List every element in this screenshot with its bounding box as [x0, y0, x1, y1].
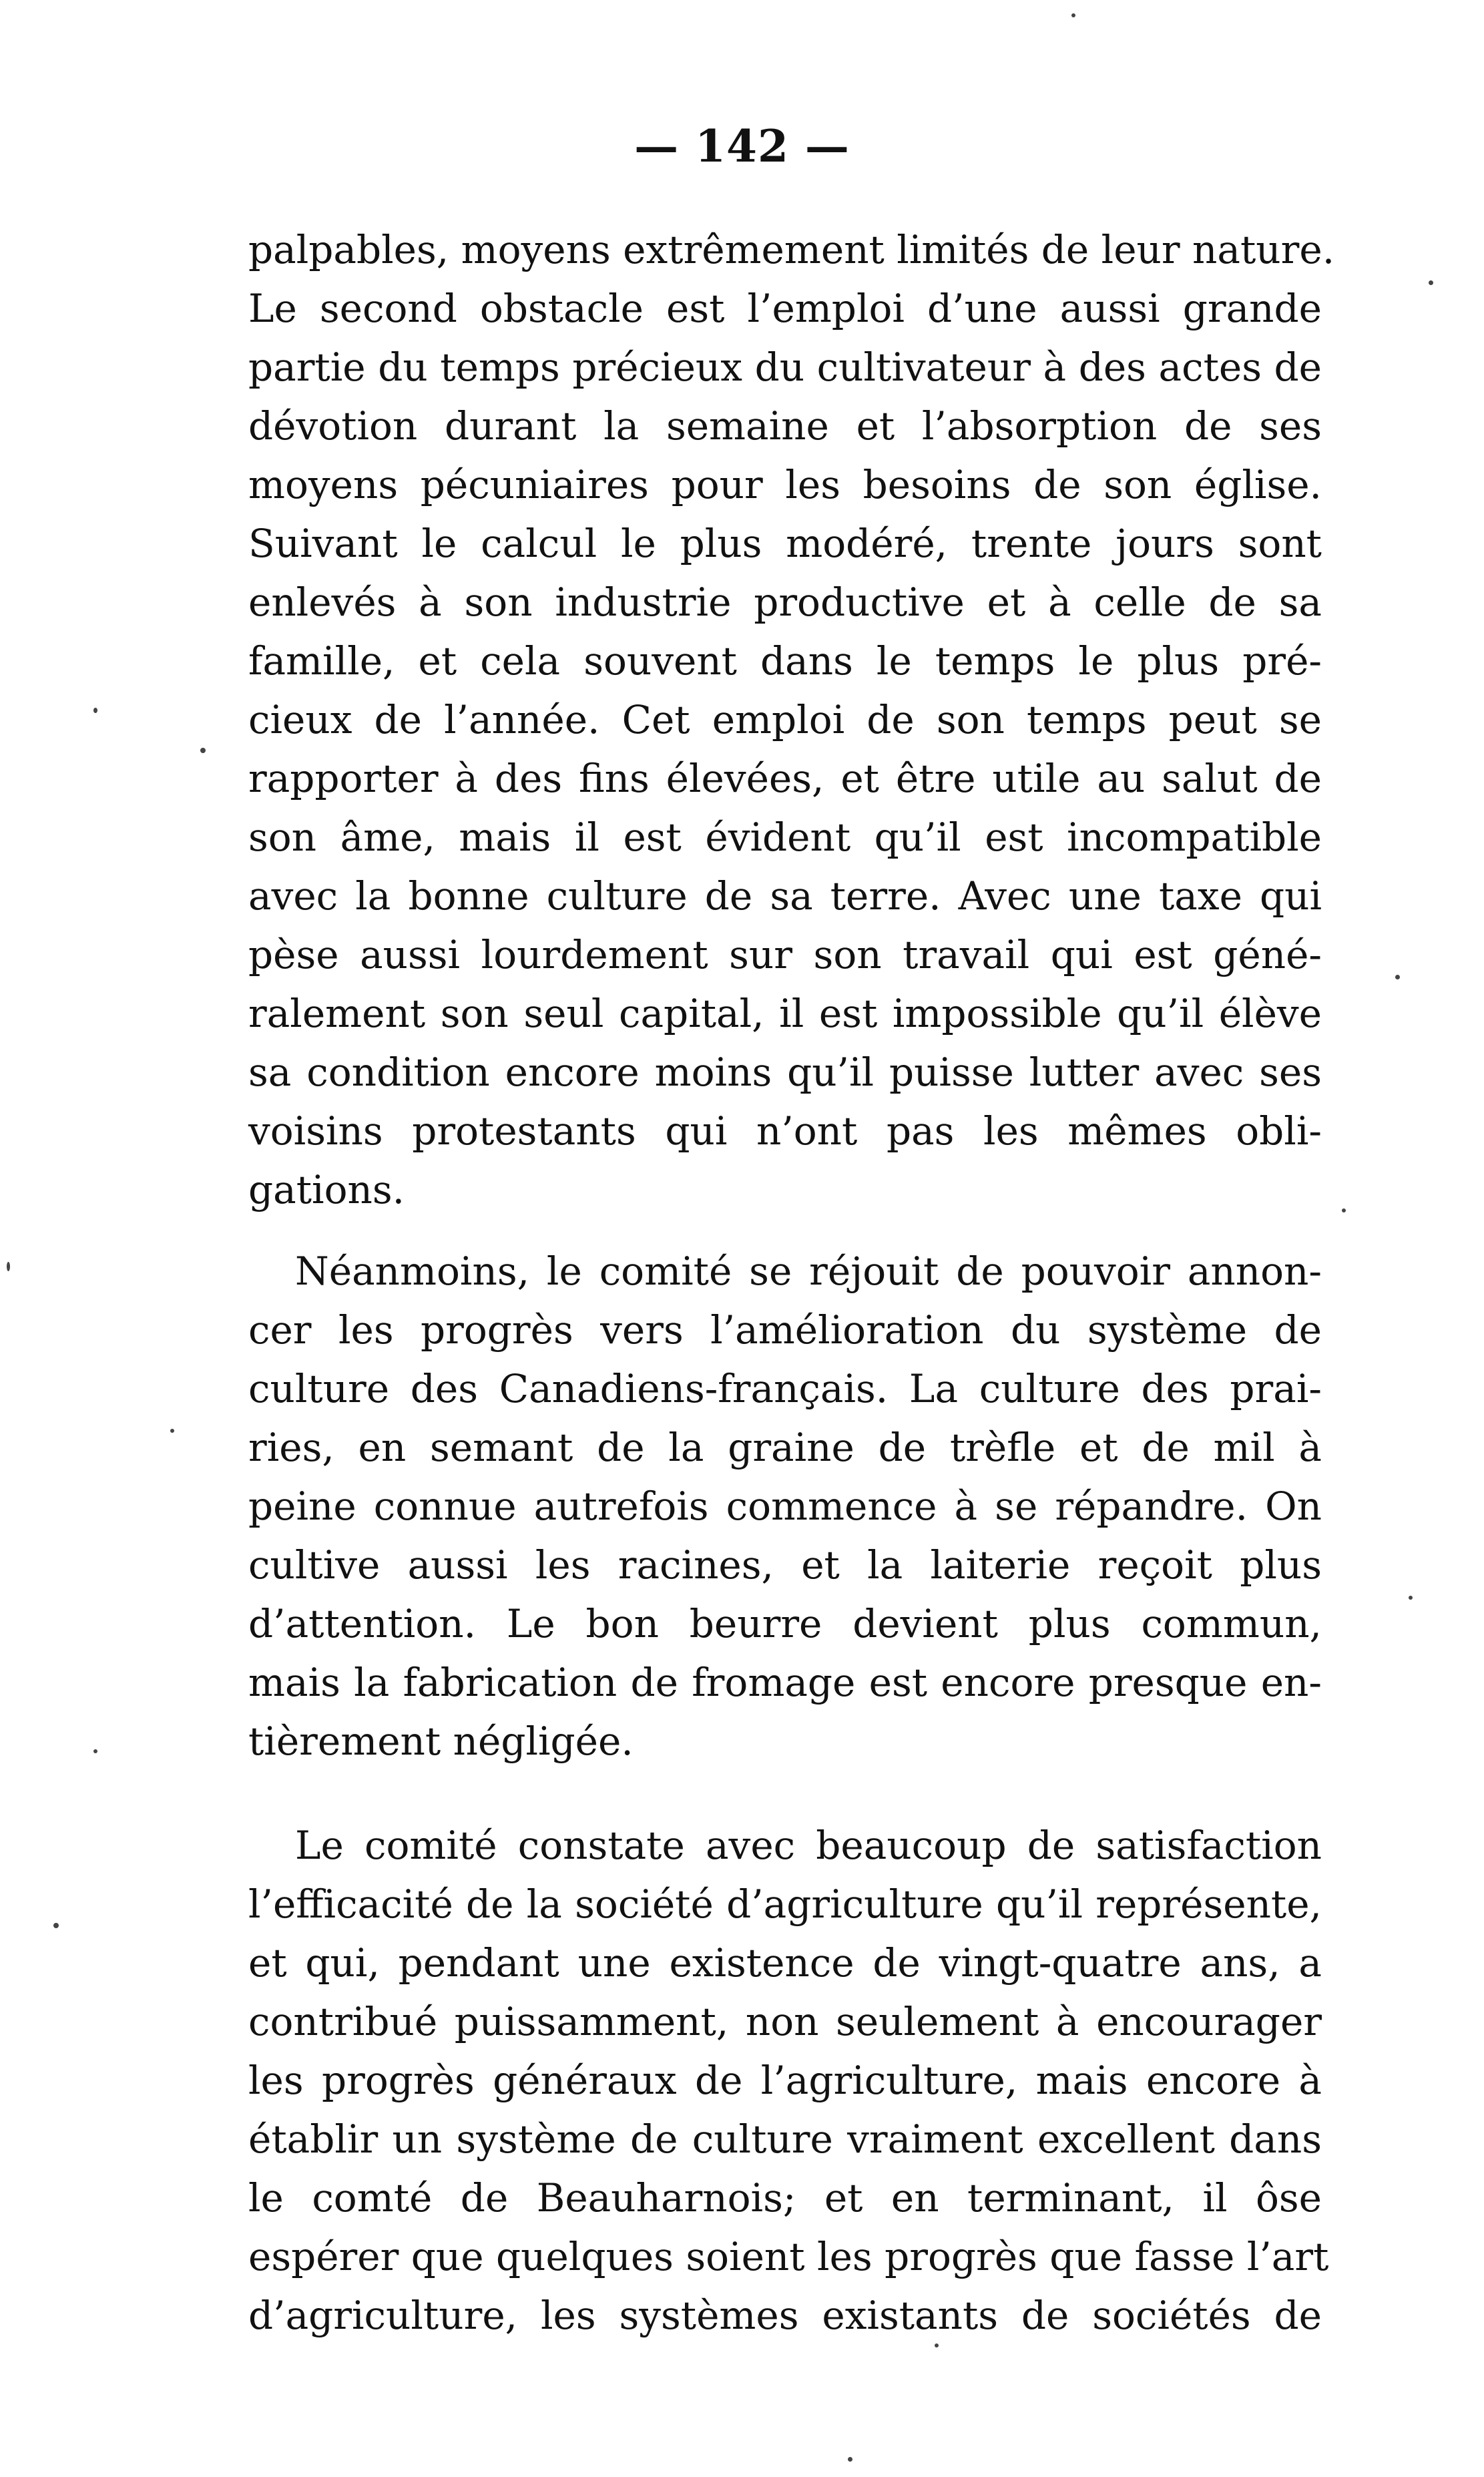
page-number: — 142 — [634, 120, 850, 172]
text-line: contribué puissamment, non seulement à encourager [248, 1999, 1322, 2044]
text-line: rapporter à des fins élevées, et être utile au salut de [248, 756, 1322, 801]
scan-speck [170, 1429, 174, 1433]
text-line: les progrès généraux de l’agriculture, mais encore à [248, 2058, 1322, 2103]
scan-speck [200, 748, 206, 753]
scan-speck [93, 708, 97, 713]
text-line: l’efficacité de la société d’agriculture qu’il représente, [248, 1881, 1322, 1927]
text-line: dévotion durant la semaine et l’absorption de ses [248, 403, 1322, 449]
scan-speck [53, 1923, 59, 1928]
text-line: ries, en semant de la graine de trèfle et de mil à [248, 1425, 1322, 1470]
text-line: peine connue autrefois commence à se répandre. On [248, 1484, 1322, 1529]
text-line: d’attention. Le bon beurre devient plus commun, [248, 1601, 1322, 1646]
text-line: voisins protestants qui n’ont pas les mêmes obli- [248, 1108, 1322, 1154]
text-line: Le second obstacle est l’emploi d’une aussi grande [248, 286, 1322, 331]
paragraph-2 [248, 1242, 1322, 1771]
text-line: le comté de Beauharnois; et en terminant, il ôse [248, 2175, 1322, 2221]
text-line: Le comité constate avec beaucoup de satisfaction [295, 1823, 1322, 1868]
scan-speck [1395, 975, 1400, 979]
scan-speck [93, 1749, 97, 1753]
text-line: pèse aussi lourdement sur son travail qui est géné- [248, 932, 1322, 977]
text-line: cultive aussi les racines, et la laiterie reçoit plus [248, 1542, 1322, 1588]
text-line: établir un système de culture vraiment excellent dans [248, 2116, 1322, 2162]
text-line: son âme, mais il est évident qu’il est incompatible [248, 815, 1322, 860]
text-line: gations. [248, 1167, 405, 1212]
scan-speck [848, 2457, 852, 2462]
text-line: d’agriculture, les systèmes existants de sociétés de [248, 2293, 1322, 2338]
text-line: Néanmoins, le comité se réjouit de pouvoir annon- [295, 1249, 1322, 1294]
text-line: Suivant le calcul le plus modéré, trente jours sont [248, 521, 1322, 566]
text-line: et qui, pendant une existence de vingt-quatre ans, a [248, 1940, 1322, 1986]
text-line: tièrement négligée. [248, 1719, 634, 1764]
scan-speck [1409, 1596, 1413, 1600]
text-line: avec la bonne culture de sa terre. Avec une taxe qui [248, 873, 1322, 919]
scan-speck [1429, 280, 1433, 285]
scan-speck [1342, 1208, 1346, 1212]
text-line: famille, et cela souvent dans le temps le plus pré- [248, 638, 1322, 684]
paragraph-1 [248, 220, 1335, 1219]
text-line: moyens pécuniaires pour les besoins de son église. [248, 462, 1322, 507]
text-line: enlevés à son industrie productive et à celle de sa [248, 580, 1322, 625]
text-line: partie du temps précieux du cultivateur à des actes de [248, 345, 1322, 390]
paragraph-3 [248, 1816, 1329, 2345]
text-line: ralement son seul capital, il est impossible qu’il élève [248, 991, 1322, 1036]
scan-speck [935, 2343, 939, 2347]
text-line: cieux de l’année. Cet emploi de son temps peut se [248, 697, 1322, 742]
text-line: cer les progrès vers l’amélioration du système de [248, 1307, 1322, 1353]
text-line: culture des Canadiens-français. La culture des prai- [248, 1366, 1322, 1411]
text-line: mais la fabrication de fromage est encore presque en- [248, 1660, 1322, 1705]
text-line: espérer que quelques soient les progrès que fasse l’art [248, 2234, 1329, 2279]
text-line: sa condition encore moins qu’il puisse lutter avec ses [248, 1050, 1322, 1095]
text-line: palpables, moyens extrêmement limités de leur nature. [248, 227, 1335, 272]
scan-speck [1071, 13, 1075, 17]
scan-speck [7, 1262, 10, 1271]
